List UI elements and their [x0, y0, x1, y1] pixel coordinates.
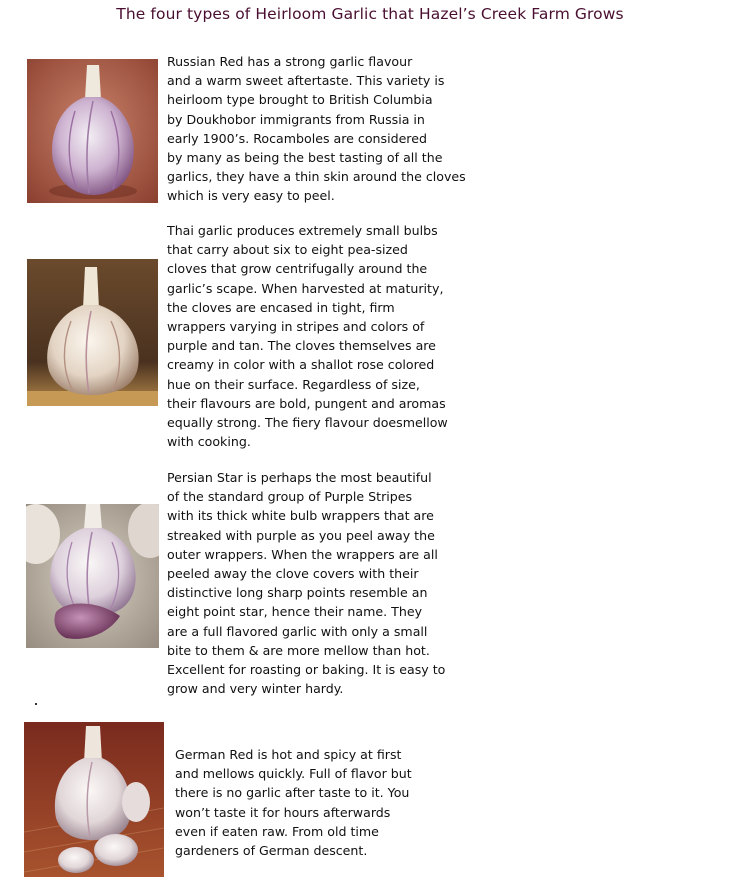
description-line: even if eaten raw. From old time [175, 823, 379, 839]
description-line: with its thick white bulb wrappers that are [167, 508, 434, 524]
russian-red-photo [27, 59, 158, 203]
description-line: are a full flavored garlic with only a small [167, 623, 428, 639]
description-line: peeled away the clove covers with their [167, 566, 419, 582]
description-line: that carry about six to eight pea-sized [167, 242, 408, 258]
description-line: hue on their surface. Regardless of size, [167, 376, 420, 392]
description-line: garlic’s scape. When harvested at maturity, [167, 280, 444, 296]
description-line: early 1900’s. Rocamboles are considered [167, 130, 427, 146]
description-line: creamy in color with a shallot rose colored [167, 357, 435, 373]
description-line: eight point star, hence their name. They [167, 604, 423, 620]
german-red-photo [24, 722, 164, 877]
description-line: Thai garlic produces extremely small bulbs [167, 223, 438, 238]
description-line: by many as being the best tasting of all the [167, 150, 443, 166]
description-line: cloves that grow centrifugally around the [167, 261, 428, 277]
description-line: bite to them & are more mellow than hot. [167, 642, 430, 658]
description-line: of the standard group of Purple Stripes [167, 489, 413, 505]
description-line: equally strong. The fiery flavour doesmellow [167, 415, 448, 431]
description-line: purple and tan. The cloves themselves are [167, 338, 436, 354]
description-line: the cloves are encased in tight, firm [167, 299, 395, 315]
description-line: garlics, they have a thin skin around the cloves [167, 169, 466, 185]
description-line: by Doukhobor immigrants from Russia in [167, 111, 425, 127]
description-line: with cooking. [167, 434, 251, 450]
description-line: heirloom type brought to British Columbia [167, 92, 433, 108]
description-line: Persian Star is perhaps the most beautiful [167, 470, 432, 485]
stray-dot [35, 703, 37, 705]
description-line: wrappers varying in stripes and colors of [167, 319, 425, 335]
russian-red-description [167, 52, 466, 206]
description-line: and a warm sweet aftertaste. This variety is [167, 73, 445, 89]
description-line: Excellent for roasting or baking. It is easy to [167, 662, 446, 678]
description-line: gardeners of German descent. [175, 843, 368, 859]
description-line: won’t taste it for hours afterwards [175, 804, 391, 820]
description-line: and mellows quickly. Full of flavor but [175, 766, 412, 782]
thai-description [167, 221, 448, 451]
description-line: Russian Red has a strong garlic flavour [167, 54, 413, 69]
description-line: distinctive long sharp points resemble an [167, 585, 428, 601]
persian-star-photo [26, 504, 159, 648]
persian-star-description [167, 468, 445, 698]
description-line: grow and very winter hardy. [167, 681, 344, 697]
description-line: outer wrappers. When the wrappers are all [167, 546, 438, 562]
thai-photo [27, 259, 158, 406]
german-red-description [175, 745, 412, 860]
description-line: which is very easy to peel. [167, 188, 335, 204]
description-line: German Red is hot and spicy at first [175, 747, 402, 762]
description-line: there is no garlic after taste to it. You [175, 785, 410, 801]
page-title: The four types of Heirloom Garlic that Hazel’s Creek Farm Grows [116, 5, 624, 23]
description-line: streaked with purple as you peel away the [167, 527, 435, 543]
description-line: their flavours are bold, pungent and aromas [167, 395, 446, 411]
